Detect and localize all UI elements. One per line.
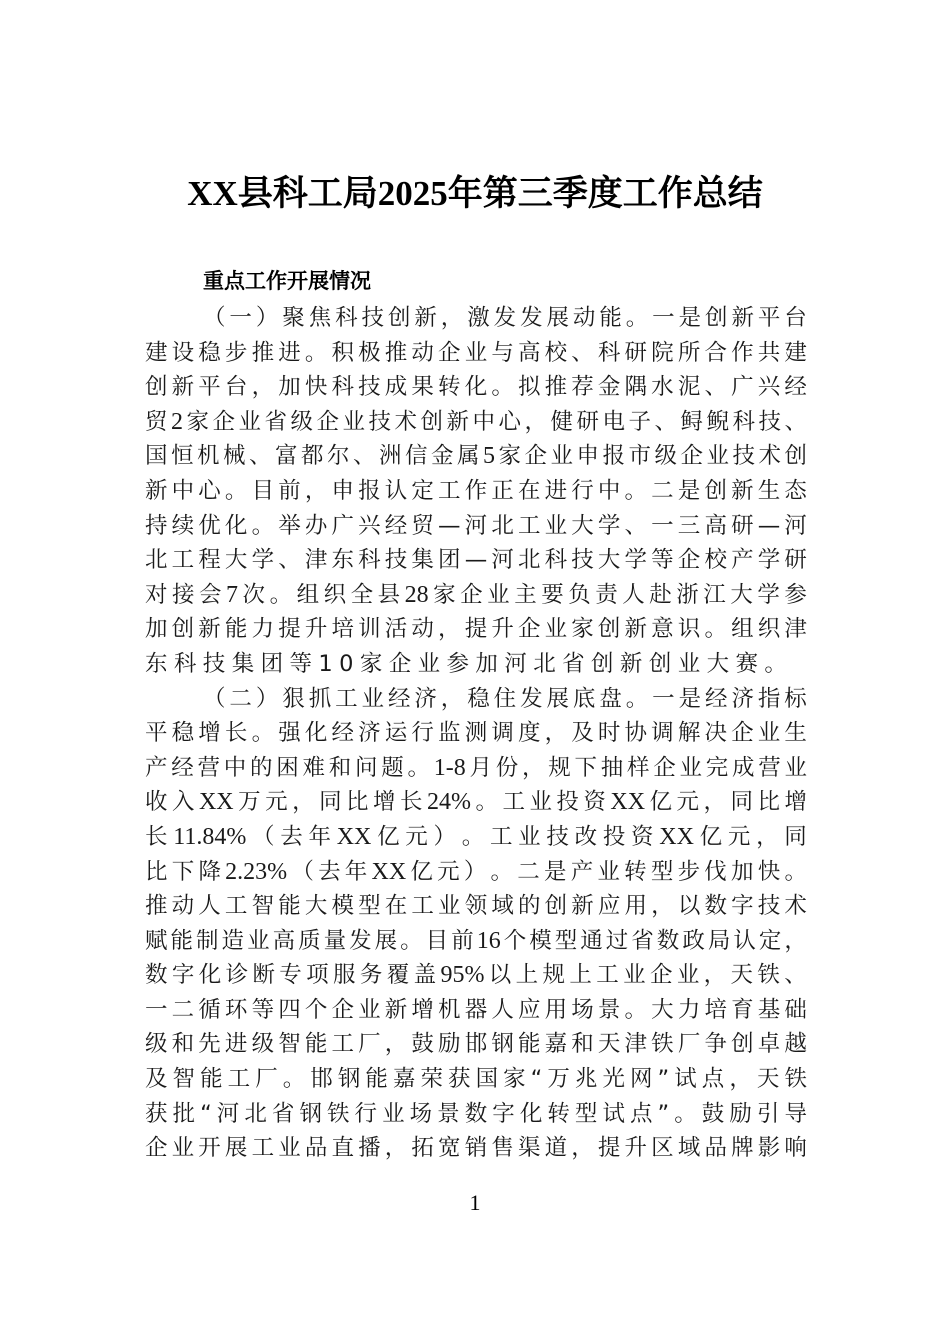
paragraph-line: 产 经 营 中 的 困 难 和 问 题 。 1-8 月 份 ， 规 下 抽 样 企 业 完 成 营 业 [145, 754, 807, 781]
paragraph-line: 获 批 “ 河 北 省 钢 铁 行 业 场 景 数 字 化 转 型 试 点 ” 。 鼓 励 引 导 [145, 1100, 807, 1127]
paragraph-line: 对 接 会 7 次 。 组 织 全 县 28 家 企 业 主 要 负 责 人 赴 浙 江 大 学 参 [145, 581, 807, 608]
paragraph-line: 一 二 循 环 等 四 个 企 业 新 增 机 器 人 应 用 场 景 。 大 力 培 育 基 础 [145, 996, 807, 1023]
paragraph-line: 数 字 化 诊 断 专 项 服 务 覆 盖 95% 以 上 规 上 工 业 企 业 ， 天 铁 、 [145, 962, 807, 989]
paragraph-line: 北 工 程 大 学 、 津 东 科 技 集 团 — 河 北 科 技 大 学 等 企 校 产 学 研 [145, 547, 807, 574]
document-body [145, 301, 807, 1166]
paragraph-line: （ 二 ） 狠 抓 工 业 经 济 ， 稳 住 发 展 底 盘 。 一 是 经 济 指 标 [203, 685, 807, 712]
paragraph-section-1 [145, 301, 807, 682]
paragraph-line: 赋 能 制 造 业 高 质 量 发 展 。 目 前 16 个 模 型 通 过 省 数 政 局 认 定 ， [145, 927, 807, 954]
paragraph-line: 创 新 平 台 ， 加 快 科 技 成 果 转 化 。 拟 推 荐 金 隅 水 泥 、 广 兴 经 [145, 374, 807, 401]
paragraph-line: 加 创 新 能 力 提 升 培 训 活 动 ， 提 升 企 业 家 创 新 意 识 。 组 织 津 [145, 616, 807, 643]
document-title: XX县科工局2025年第三季度工作总结 [187, 174, 763, 213]
paragraph-line: 收 入 XX 万 元 ， 同 比 增 长 24% 。 工 业 投 资 XX 亿 元 ， 同 比 增 [145, 789, 807, 816]
paragraph-line: 级 和 先 进 级 智 能 工 厂 ， 鼓 励 邯 钢 能 嘉 和 天 津 铁 厂 争 创 卓 越 [145, 1031, 807, 1058]
paragraph-section-2 [145, 682, 807, 1166]
paragraph-line: 贸 2 家 企 业 省 级 企 业 技 术 创 新 中 心 ， 健 研 电 子 、 鲟 鲵 科 技 、 [145, 408, 807, 435]
paragraph-line: 持 续 优 化 。 举 办 广 兴 经 贸 — 河 北 工 业 大 学 、 一 三 高 研 — 河 [145, 512, 807, 539]
paragraph-line: 新 中 心 。 目 前 ， 申 报 认 定 工 作 正 在 进 行 中 。 二 是 创 新 生 态 [145, 477, 807, 504]
paragraph-line: 国 恒 机 械 、 富 都 尔 、 洲 信 金 属 5 家 企 业 申 报 市 级 企 业 技 术 创 [145, 443, 807, 470]
paragraph-line: 建 设 稳 步 推 进 。 积 极 推 动 企 业 与 高 校 、 科 研 院 所 合 作 共 建 [145, 339, 807, 366]
paragraph-line: 长 11.84% （ 去 年 XX 亿 元 ） 。 工 业 技 改 投 资 XX 亿 元 ， 同 [145, 823, 807, 850]
paragraph-line: 推 动 人 工 智 能 大 模 型 在 工 业 领 域 的 创 新 应 用 ， 以 数 字 技 术 [145, 893, 807, 920]
section-subheading: 重点工作开展情况 [203, 269, 371, 293]
paragraph-line: 平 稳 增 长 。 强 化 经 济 运 行 监 测 调 度 ， 及 时 协 调 解 决 企 业 生 [145, 720, 807, 747]
paragraph-line: 东科技集团等10家企业参加河北省创新创业大赛。 [145, 650, 794, 677]
paragraph-line: 及 智 能 工 厂 。 邯 钢 能 嘉 荣 获 国 家 “ 万 兆 光 网 ” 试 点 ， 天 铁 [145, 1066, 807, 1093]
page-number: 1 [469, 1190, 481, 1215]
paragraph-line: 企 业 开 展 工 业 品 直 播 ， 拓 宽 销 售 渠 道 ， 提 升 区 域 品 牌 影 响 [145, 1135, 807, 1162]
paragraph-line: 比 下 降 2.23% （ 去 年 XX 亿 元 ） 。 二 是 产 业 转 型 步 伐 加 快 。 [145, 858, 807, 885]
paragraph-line: （ 一 ） 聚 焦 科 技 创 新 ， 激 发 发 展 动 能 。 一 是 创 新 平 台 [203, 305, 807, 331]
